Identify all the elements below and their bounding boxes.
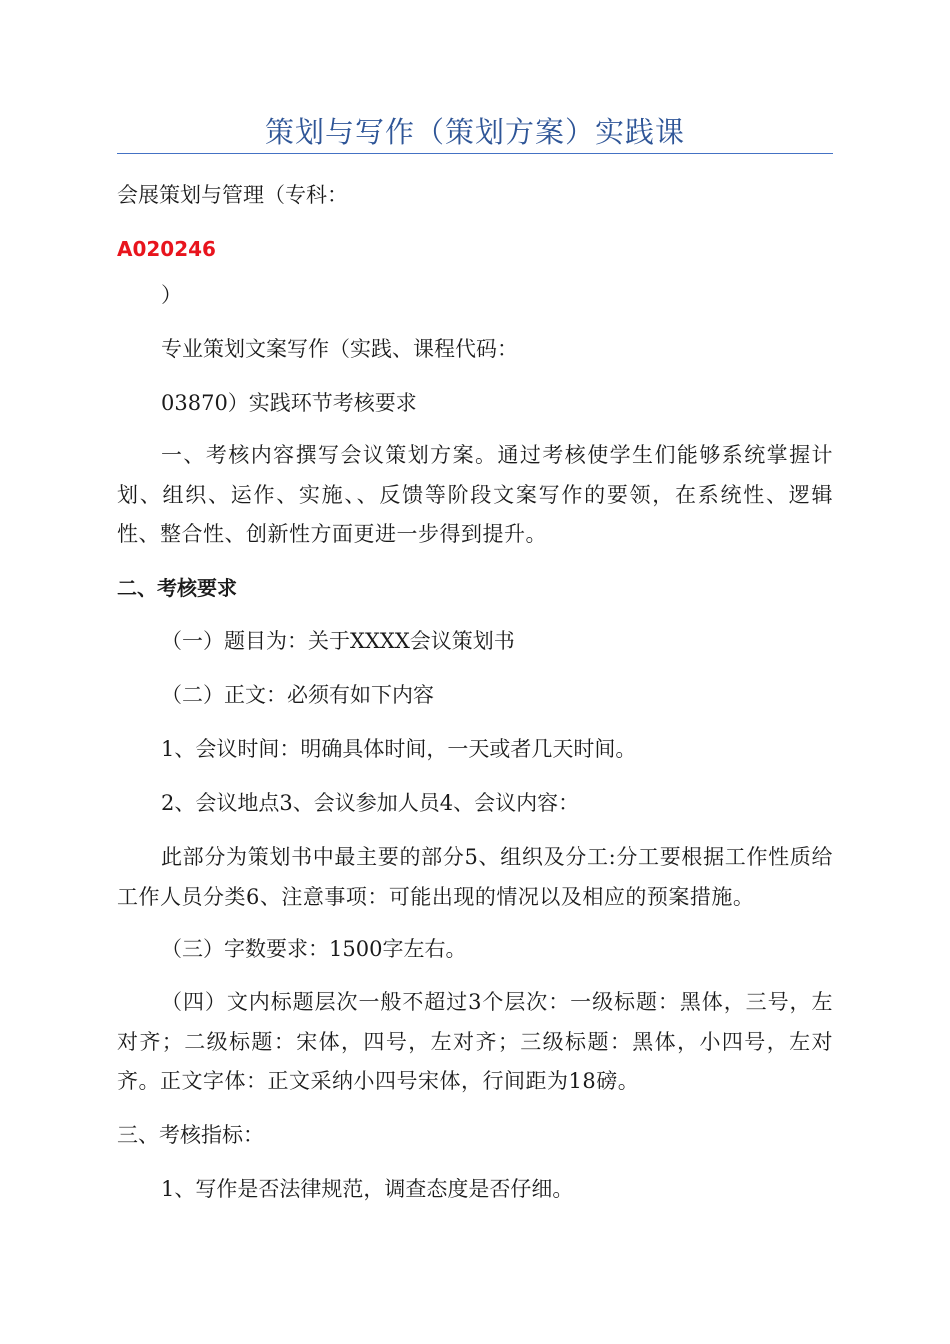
closing-paren: ）: [161, 283, 182, 307]
section3-heading: 三、考核指标：: [117, 1123, 264, 1147]
program-code: A020246: [117, 237, 216, 261]
title-underline: [117, 153, 833, 154]
section1-paragraph: 一、考核内容撰写会议策划方案。通过考核使学生们能够系统掌握计划、组织、运作、实施、、反馈等阶段文案写作的要领，在系统性、逻辑性、整合性、创新性方面更进一步得到提升。: [117, 443, 833, 546]
requirement-1: （一）题目为：关于XXXX会议策划书: [161, 629, 515, 653]
section2-heading: 二、考核要求: [117, 576, 237, 600]
requirement-4-paragraph: （四）文内标题层次一般不超过3个层次：一级标题：黑体，三号，左对齐；二级标题：宋体，四号，左对齐；三级标题：黑体，小四号，左对齐。正文字体：正文采纳小四号宋体，行间距为18磅。: [117, 990, 833, 1093]
content-item-2: 2、会议地点3、会议参加人员4、会议内容：: [161, 791, 580, 815]
criteria-1: 1、写作是否法律规范，调查态度是否仔细。: [161, 1177, 574, 1201]
requirement-3: （三）字数要求：1500字左右。: [161, 937, 467, 961]
course-code-line: 03870）实践环节考核要求: [161, 391, 417, 415]
program-line: 会展策划与管理（专科：: [117, 183, 348, 207]
content-item-paragraph: 此部分为策划书中最主要的部分5、组织及分工:分工要根据工作性质给工作人员分类6、注意事项：可能出现的情况以及相应的预案措施。: [117, 845, 833, 909]
course-line: 专业策划文案写作（实践、课程代码：: [161, 337, 518, 361]
requirement-2: （二）正文：必须有如下内容: [161, 683, 434, 707]
content-item-1: 1、会议时间：明确具体时间，一天或者几天时间。: [161, 737, 637, 761]
document-title: 策划与写作（策划方案）实践课: [264, 115, 685, 149]
